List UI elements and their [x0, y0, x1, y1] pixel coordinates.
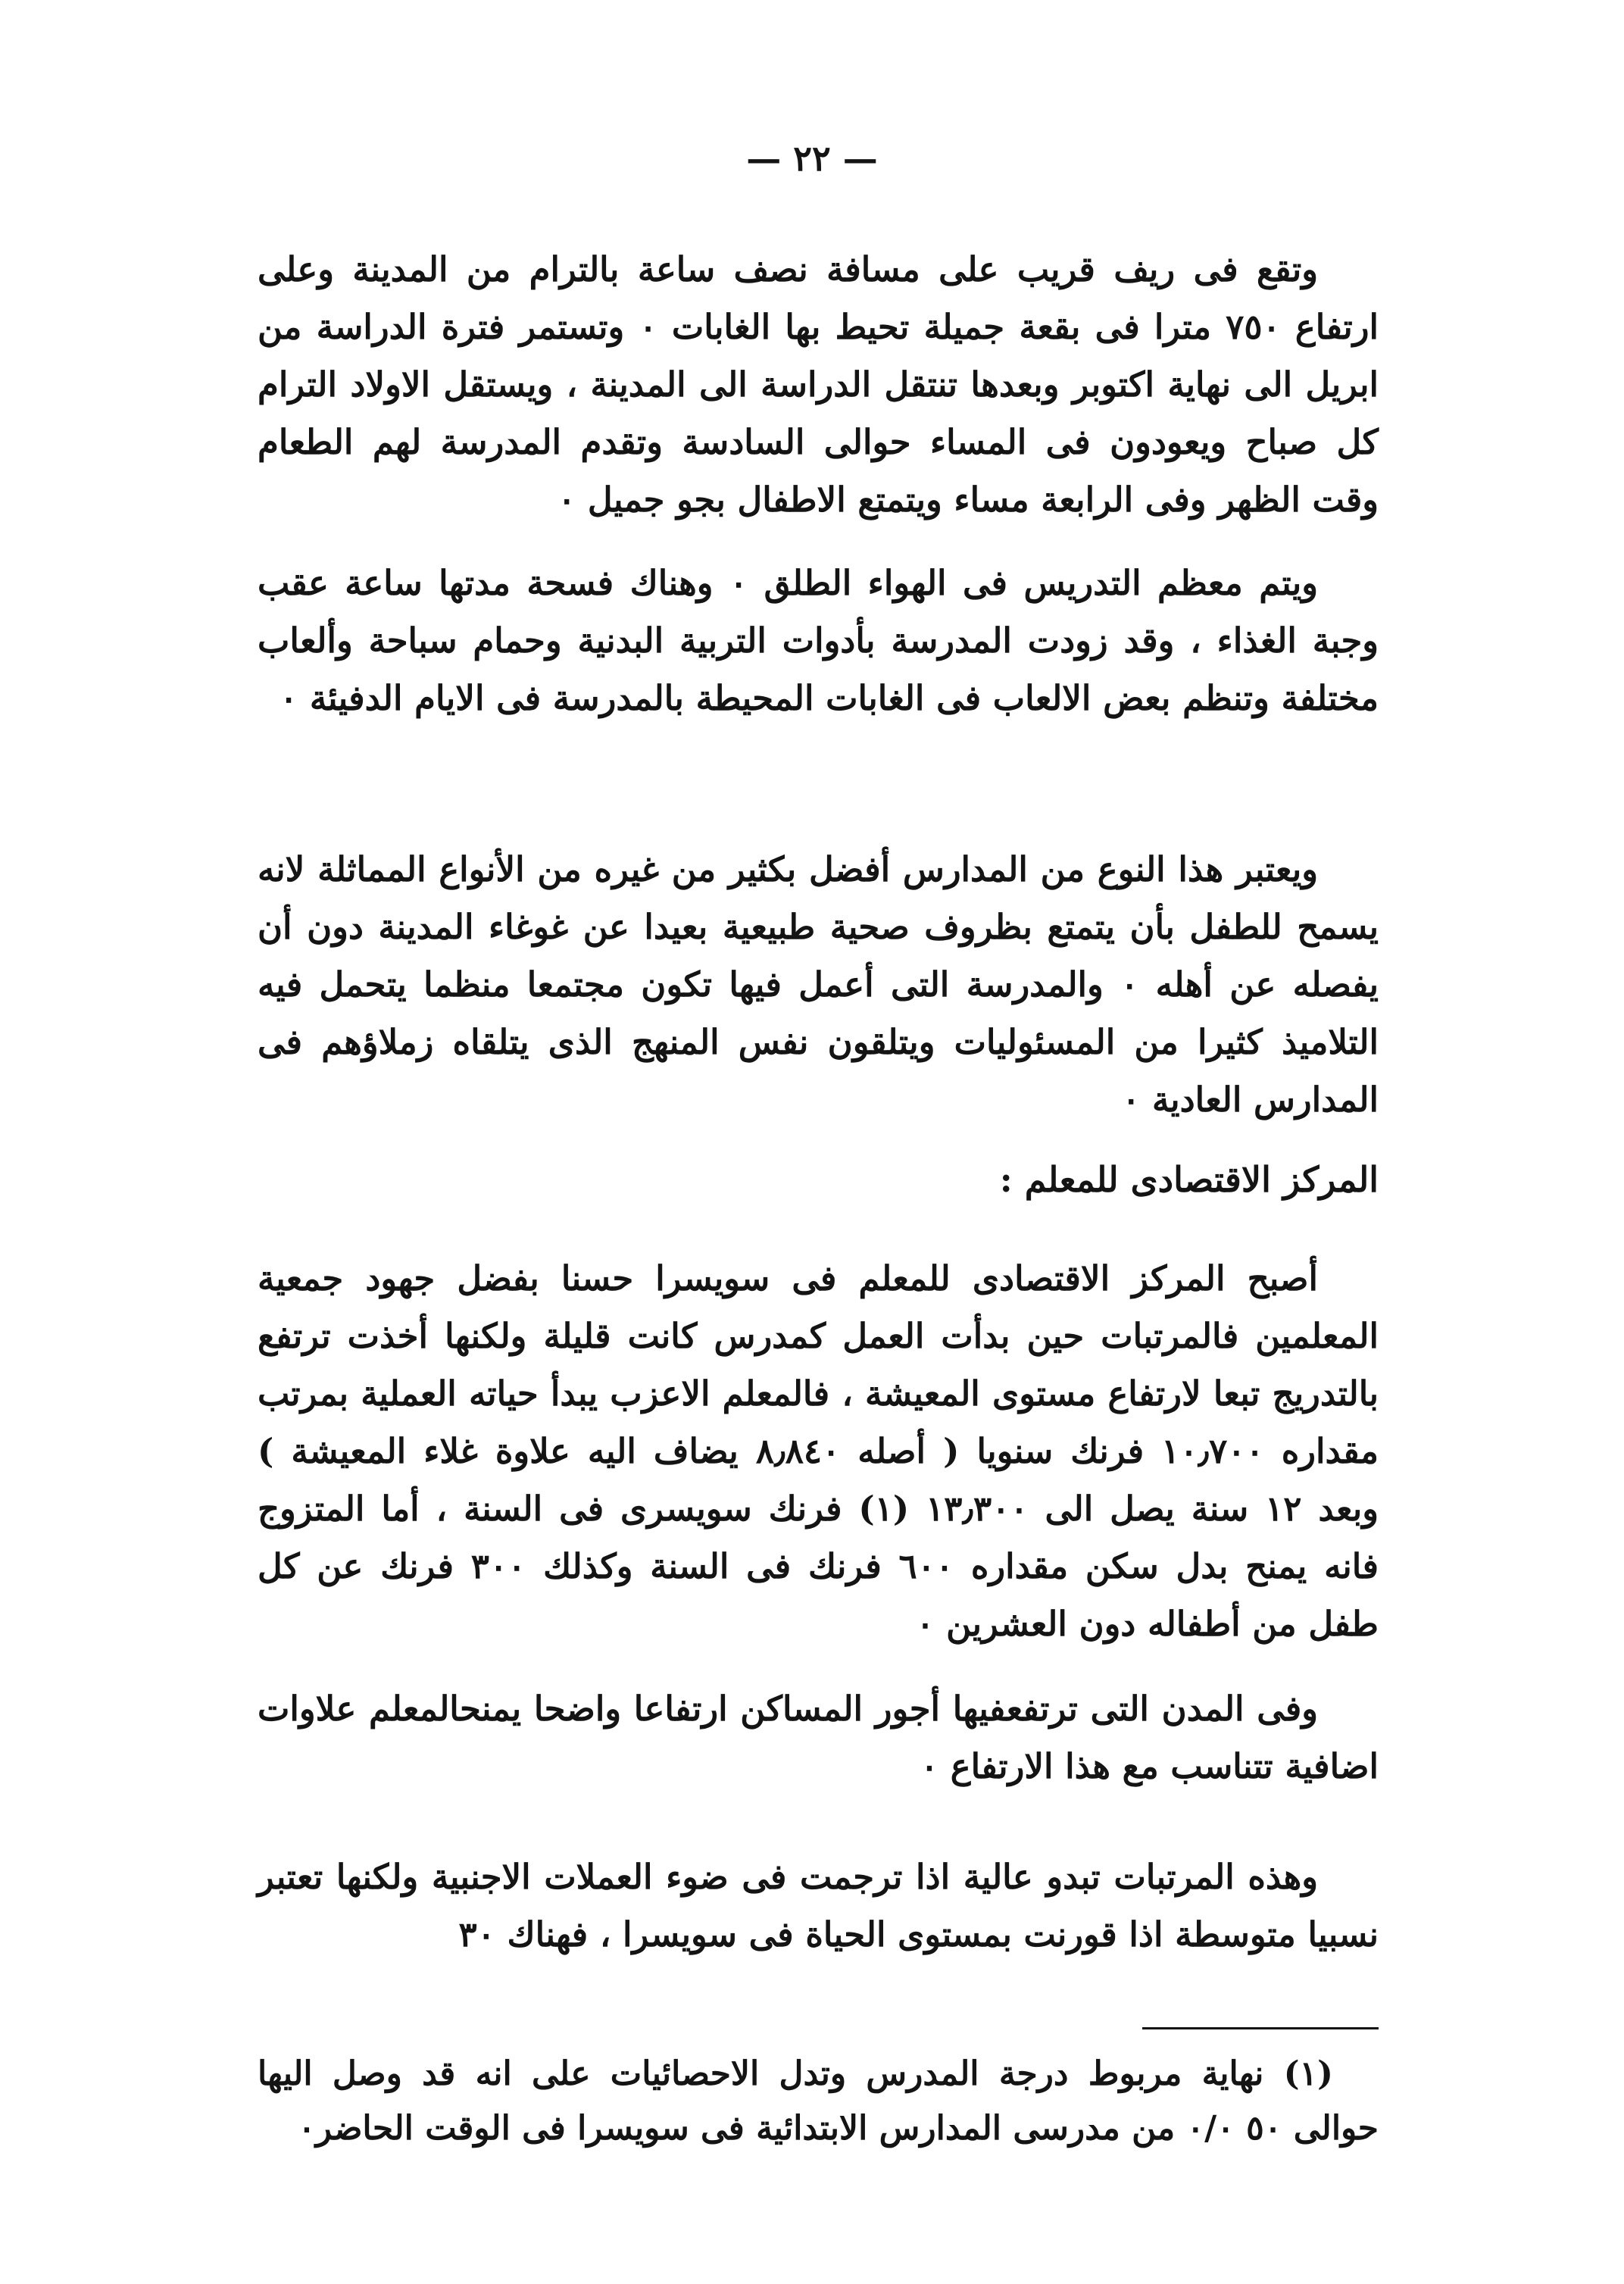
- body-paragraph-1-block: [258, 241, 1379, 529]
- body-paragraph-6: وهذه المرتبات تبدو عالية اذا ترجمت فى ضوء العملات الاجنبية ولكنها تعتبر نسبيا متوسطة اذا قورنت بمستوى الحياة فى سويسرا ، فهناك ٣٠: [258, 1857, 1379, 1954]
- body-paragraph-5: وفى المدن التى ترتفعفيها أجور المساكن ارتفاعا واضحا يمنحالمعلم علاوات اضافية تتناسب مع هذا الارتفاع ٠: [258, 1689, 1379, 1786]
- body-paragraph-3: ويعتبر هذا النوع من المدارس أفضل بكثير من غيره من الأنواع المماثلة لانه يسمح للطفل بأن يتمتع بظروف صحية طبيعية بعيدا عن غوغاء المدينة دون أن يفصله عن أهله ٠ والمدرسة التى أعمل فيها تكون مجتمعا منظما يتحمل فيه التلاميذ كثيرا من المسئوليات ويتلقون نفس المنهج الذى يتلقاه زملاؤهم فى المدارس العادية ٠: [258, 849, 1379, 1120]
- body-paragraph-2-block: [258, 555, 1379, 727]
- body-paragraph-3-block: [258, 841, 1379, 1129]
- section-heading: المركز الاقتصادى للمعلم :: [999, 1159, 1379, 1200]
- body-paragraph-2: ويتم معظم التدريس فى الهواء الطلق ٠ وهناك فسحة مدتها ساعة عقب وجبة الغذاء ، وقد زودت المدرسة بأدوات التربية البدنية وحمام سباحة وألعاب مختلفة وتنظم بعض الالعاب فى الغابات المحيطة بالمدرسة فى الايام الدفيئة ٠: [258, 563, 1379, 718]
- footnote: (١) نهاية مربوط درجة المدرس وتدل الاحصائيات على انه قد وصل اليها حوالى ٥٠ ٠/٠ من مدرسى المدارس الابتدائية فى سويسرا فى الوقت الحاضر٠: [258, 2054, 1379, 2148]
- body-paragraph-6-block: [258, 1848, 1379, 1964]
- body-paragraph-4-block: [258, 1250, 1379, 1653]
- body-paragraph-4: أصبح المركز الاقتصادى للمعلم فى سويسرا حسنا بفضل جهود جمعية المعلمين فالمرتبات حين بدأت العمل كمدرس كانت قليلة ولكنها أخذت ترتفع بالتدريج تبعا لارتفاع مستوى المعيشة ، فالمعلم الاعزب يبدأ حياته العملية بمرتب مقداره ١٠٫٧٠٠ فرنك سنويا ( أصله ٨٫٨٤٠ يضاف اليه علاوة غلاء المعيشة ) وبعد ١٢ سنة يصل الى ١٣٫٣٠٠ (١) فرنك سويسرى فى السنة ، أما المتزوج فانه يمنح بدل سكن مقداره ٦٠٠ فرنك فى السنة وكذلك ٣٠٠ فرنك عن كل طفل من أطفاله دون العشرين ٠: [258, 1258, 1379, 1644]
- section-heading-block: [258, 1159, 1379, 1200]
- body-paragraph-5-block: [258, 1680, 1379, 1795]
- body-paragraph-1: وتقع فى ريف قريب على مسافة نصف ساعة بالترام من المدينة وعلى ارتفاع ٧٥٠ مترا فى بقعة جميلة تحيط بها الغابات ٠ وتستمر فترة الدراسة من ابريل الى نهاية اكتوبر وبعدها تنتقل الدراسة الى المدينة ، ويستقل الاولاد الترام كل صباح ويعودون فى المساء حوالى السادسة وتقدم المدرسة لهم الطعام وقت الظهر وفى الرابعة مساء ويتمتع الاطفال بجو جميل ٠: [258, 249, 1379, 520]
- page-number: — ٢٢ —: [746, 138, 878, 179]
- footnote-divider: [1142, 2027, 1379, 2029]
